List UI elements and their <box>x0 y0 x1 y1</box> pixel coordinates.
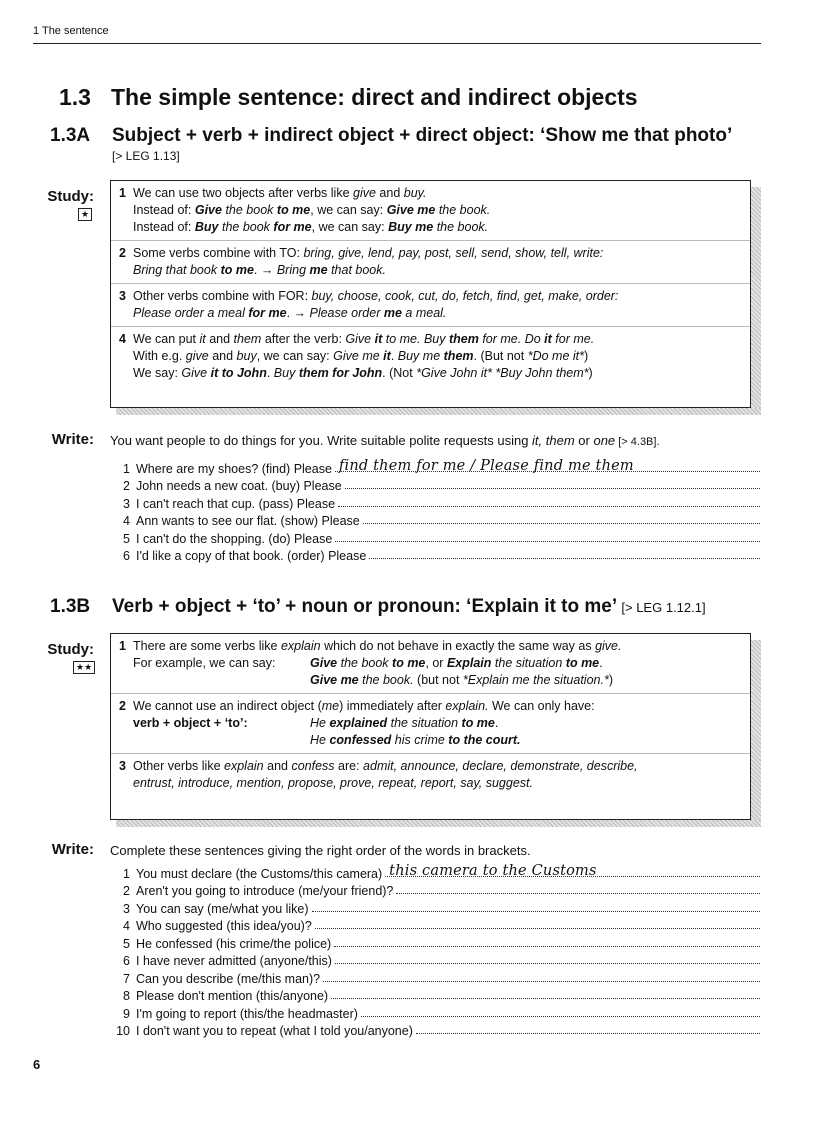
page-number: 6 <box>33 1057 41 1072</box>
exercise-number: 4 <box>123 514 130 528</box>
answer-line[interactable] <box>416 1033 760 1034</box>
exercise-prompt: Ann wants to see our flat. (show) Please <box>136 514 360 528</box>
rule-number: 2 <box>119 699 126 713</box>
exercise-list-a <box>116 458 760 563</box>
rule-text: For example, we can say: Give the book to me, or Explain the situation to me. <box>133 656 603 670</box>
study-box-a <box>110 180 751 408</box>
difficulty-stars-a: ★ <box>78 208 92 221</box>
rule-text: Instead of: Give the book to me, we can say: Give me the book. <box>133 203 491 217</box>
rule-item <box>111 694 750 754</box>
rule-text: Give me the book. (but not *Explain me the situation.*) <box>310 673 613 687</box>
rule-item <box>111 284 750 327</box>
subsection-b-title <box>50 596 706 618</box>
answer-line[interactable] <box>323 981 760 982</box>
answer-line[interactable] <box>335 963 760 964</box>
rule-text: We can put it and them after the verb: Give it to me. Buy them for me. Do it for me. <box>133 332 595 346</box>
rule-item <box>111 634 750 694</box>
exercise-row <box>116 881 760 899</box>
exercise-prompt: Aren't you going to introduce (me/your friend)? <box>136 884 394 898</box>
exercise-prompt: Where are my shoes? (find) Please <box>136 461 332 476</box>
rule-text: entrust, introduce, mention, propose, prove, repeat, report, say, suggest. <box>133 776 533 790</box>
exercise-prompt: You can say (me/what you like) <box>136 901 309 916</box>
instruction-b: Complete these sentences giving the right order of the words in brackets. <box>110 843 531 858</box>
subsection-a-number: 1.3A <box>50 125 91 146</box>
exercise-number: 6 <box>123 954 130 968</box>
exercise-prompt: I don't want you to repeat (what I told you/anyone) <box>136 1024 413 1038</box>
answer-line[interactable] <box>345 488 760 489</box>
subsection-b-leg-ref: [> LEG 1.12.1] <box>621 600 706 615</box>
exercise-number: 6 <box>123 549 130 563</box>
rule-item <box>111 181 750 241</box>
exercise-prompt: I'd like a copy of that book. (order) Please <box>136 549 367 563</box>
exercise-prompt: John needs a new coat. (buy) Please <box>136 479 342 493</box>
exercise-prompt: I can't do the shopping. (do) Please <box>136 531 333 546</box>
rule-number: 1 <box>119 186 126 200</box>
exercise-row <box>116 1021 760 1039</box>
exercise-prompt: I have never admitted (anyone/this) <box>136 954 332 968</box>
exercise-row <box>116 511 760 529</box>
answer-line[interactable] <box>396 893 760 894</box>
exercise-number: 9 <box>123 1006 130 1021</box>
rule-text: Instead of: Buy the book for me, we can say: Buy me the book. <box>133 220 489 234</box>
rule-number: 1 <box>119 639 126 653</box>
rule-text: verb + object + ‘to’: He explained the situation to me. <box>133 716 499 730</box>
subsection-a-title <box>50 125 733 147</box>
rule-number: 3 <box>119 289 126 303</box>
exercise-prompt: You must declare (the Customs/this camera) <box>136 866 383 881</box>
difficulty-stars-b: ★★ <box>73 661 95 674</box>
box-shadow <box>750 640 761 827</box>
write-label-b: Write: <box>51 841 94 858</box>
handwritten-answer: find them for me / Please find me them <box>338 457 634 474</box>
answer-line[interactable] <box>385 862 760 879</box>
exercise-list-b <box>116 863 760 1038</box>
answer-line[interactable] <box>334 946 760 947</box>
exercise-row <box>116 458 760 476</box>
rule-number: 2 <box>119 246 126 260</box>
exercise-prompt: I can't reach that cup. (pass) Please <box>136 496 336 511</box>
rule-number: 4 <box>119 332 126 346</box>
exercise-row <box>116 986 760 1004</box>
instruction-italic: one <box>593 433 616 448</box>
rule-text: Other verbs like explain and confess are: admit, announce, declare, demonstrate, describe, <box>133 759 638 773</box>
rule-item <box>111 241 750 284</box>
handwritten-answer: this camera to the Customs <box>389 862 597 879</box>
answer-line[interactable] <box>361 1016 760 1017</box>
exercise-row <box>116 863 760 881</box>
instruction-text: or <box>574 433 594 448</box>
instruction-ref: [> 4.3B]. <box>615 436 660 448</box>
exercise-row <box>116 898 760 916</box>
exercise-prompt: Who suggested (this idea/you)? <box>136 919 312 933</box>
exercise-number: 1 <box>123 866 130 881</box>
answer-line[interactable] <box>312 911 760 912</box>
rule-text: Some verbs combine with TO: bring, give, lend, pay, post, sell, send, show, tell, write: <box>133 246 604 260</box>
answer-line[interactable] <box>335 457 760 474</box>
exercise-number: 4 <box>123 919 130 933</box>
rule-text: Please order a meal for me. → Please order me a meal. <box>133 306 447 320</box>
rule-text: Other verbs combine with FOR: buy, choose, cook, cut, do, fetch, find, get, make, order: <box>133 289 619 303</box>
exercise-number: 5 <box>123 531 130 546</box>
exercise-row <box>116 916 760 934</box>
exercise-number: 1 <box>123 461 130 476</box>
exercise-row <box>116 933 760 951</box>
answer-line[interactable] <box>315 928 760 929</box>
exercise-row <box>116 546 760 564</box>
rule-text: With e.g. give and buy, we can say: Give me it. Buy me them. (But not *Do me it*) <box>133 349 589 363</box>
instruction-text: You want people to do things for you. Write suitable polite requests using <box>110 433 533 448</box>
rule-text: We cannot use an indirect object (me) immediately after explain. We can only have: <box>133 699 595 713</box>
write-label-a: Write: <box>51 431 94 448</box>
rule-item <box>111 754 750 796</box>
box-shadow <box>750 187 761 415</box>
answer-line[interactable] <box>338 506 760 507</box>
rule-text: There are some verbs like explain which do not behave in exactly the same way as give. <box>133 639 622 653</box>
exercise-prompt: Can you describe (me/this man)? <box>136 971 321 986</box>
rule-number: 3 <box>119 759 126 773</box>
exercise-number: 2 <box>123 479 130 493</box>
rule-text: We say: Give it to John. Buy them for John. (Not *Give John it* *Buy John them*) <box>133 366 593 380</box>
rule-text: Bring that book to me. → Bring me that book. <box>133 263 386 277</box>
study-label-a: Study: <box>47 188 94 205</box>
subsection-b-heading: Verb + object + ‘to’ + noun or pronoun: ‘Explain it to me’ <box>112 596 617 617</box>
subsection-a-leg-ref: [> LEG 1.13] <box>112 149 180 163</box>
exercise-number: 8 <box>123 989 130 1003</box>
exercise-row <box>116 951 760 969</box>
exercise-number: 7 <box>123 971 130 986</box>
exercise-prompt: Please don't mention (this/anyone) <box>136 989 329 1003</box>
exercise-prompt: He confessed (his crime/the police) <box>136 936 332 951</box>
study-label-b: Study: <box>47 641 94 658</box>
exercise-number: 10 <box>116 1024 130 1038</box>
rule-item <box>111 327 750 386</box>
instruction-italic: it, them <box>532 433 575 448</box>
section-number: 1.3 <box>59 84 91 110</box>
exercise-row <box>116 968 760 986</box>
exercise-row <box>116 528 760 546</box>
box-shadow <box>116 408 761 415</box>
section-heading: The simple sentence: direct and indirect objects <box>111 84 638 110</box>
subsection-b-number: 1.3B <box>50 596 91 617</box>
answer-line[interactable] <box>335 541 760 542</box>
exercise-row <box>116 476 760 494</box>
subsection-a-heading: Subject + verb + indirect object + direct object: ‘Show me that photo’ <box>112 125 733 146</box>
section-title <box>59 84 638 111</box>
instruction-a <box>110 433 660 448</box>
exercise-number: 5 <box>123 936 130 951</box>
answer-line[interactable] <box>369 558 760 559</box>
rule-text: He confessed his crime to the court. <box>310 733 521 747</box>
rule-text: We can use two objects after verbs like give and buy. <box>133 186 427 200</box>
running-header: 1 The sentence <box>33 25 761 44</box>
exercise-number: 3 <box>123 901 130 916</box>
exercise-row <box>116 1003 760 1021</box>
answer-line[interactable] <box>363 523 760 524</box>
box-shadow <box>116 820 761 827</box>
exercise-prompt: I'm going to report (this/the headmaster) <box>136 1006 358 1021</box>
answer-line[interactable] <box>331 998 760 999</box>
exercise-row <box>116 493 760 511</box>
exercise-number: 2 <box>123 884 130 898</box>
study-box-b <box>110 633 751 820</box>
exercise-number: 3 <box>123 496 130 511</box>
